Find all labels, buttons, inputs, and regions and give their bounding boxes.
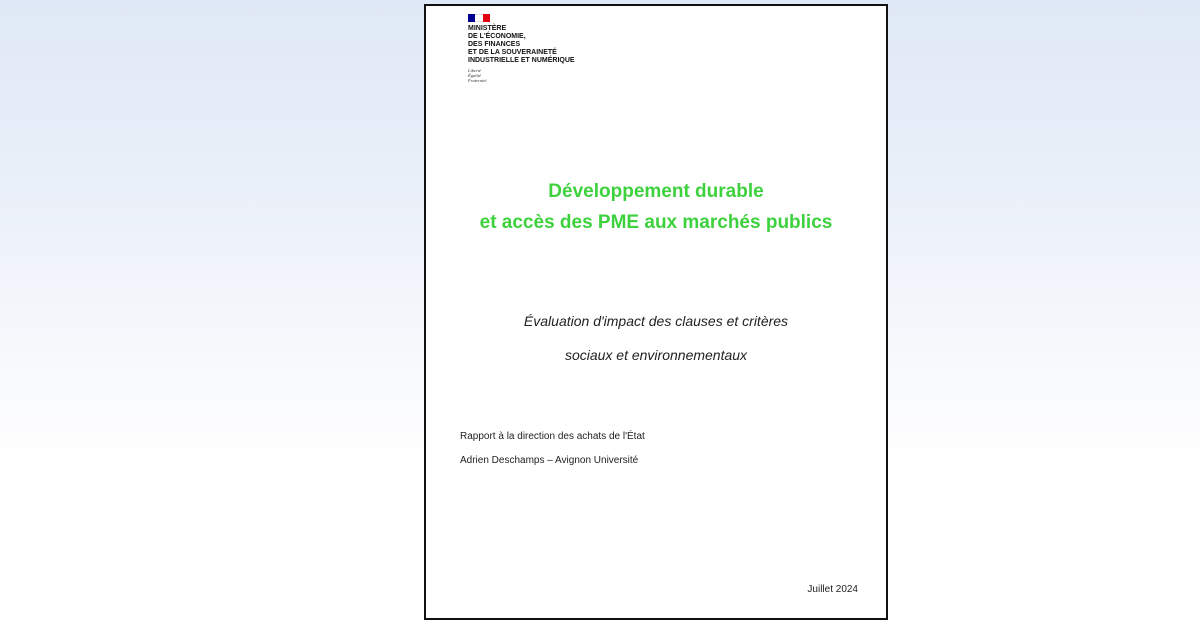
- ministry-line: DE L'ÉCONOMIE,: [468, 33, 526, 40]
- document-title: [426, 176, 886, 238]
- subtitle-line: Évaluation d'impact des clauses et critères: [523, 313, 789, 329]
- motto-line: Égalité: [468, 73, 481, 78]
- ministry-name: [468, 25, 575, 65]
- ministry-line: DES FINANCES: [468, 41, 521, 48]
- publication-date: Juillet 2024: [807, 584, 858, 595]
- ministry-line: INDUSTRIELLE ET NUMÉRIQUE: [468, 57, 575, 64]
- report-meta: [460, 430, 645, 478]
- author-line: Adrien Deschamps – Avignon Université: [460, 455, 639, 466]
- document-subtitle: [426, 304, 886, 372]
- ministry-line: MINISTÈRE: [468, 25, 507, 32]
- title-line: et accès des PME aux marchés publics: [479, 212, 833, 233]
- subtitle-line: sociaux et environnementaux: [564, 347, 748, 363]
- report-line: Rapport à la direction des achats de l'État: [460, 431, 645, 442]
- ministry-line: ET DE LA SOUVERAINETÉ: [468, 49, 557, 56]
- motto-line: Fraternité: [468, 78, 487, 83]
- motto: [468, 68, 575, 83]
- document-page: [424, 4, 888, 620]
- french-flag-icon: [468, 14, 490, 22]
- title-line: Développement durable: [548, 181, 764, 202]
- ministry-logo: [468, 14, 575, 83]
- motto-line: Liberté: [468, 68, 481, 73]
